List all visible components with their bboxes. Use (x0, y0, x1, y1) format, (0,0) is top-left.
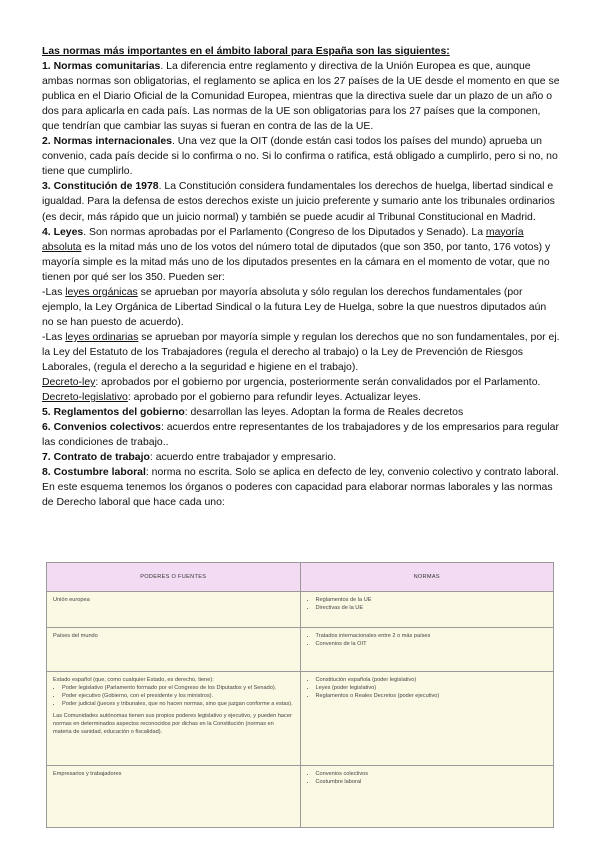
row-right: • Constitución española (poder legislativo) • Leyes (poder legislativo) • Reglamentos o Reales Decretos (poder ejecutivo) (300, 672, 554, 766)
header-normas: NORMAS (300, 563, 554, 592)
row-left: Países del mundo (47, 628, 301, 672)
row-left: Estado español (que, como cualquier Estado, es derecho, tiene): • Poder legislativo (Parlamento formado por el Congreso de los Diputados y el Senado). • Poder ejecutivo (Gobierno, con el presidente y los ministros). • Poder judicial (jueces y tribunales, que no hacen normas, sino que juzgan conforme a estas). Las Comunidades autónomas tienen sus propios poderes legislativo y ejecutivo, y pueden hacer normas en determinados aspectos reconocidos por dichas en la Constitución (normas en materia de sanidad, educación o fiscalidad). (47, 672, 301, 766)
table-row (47, 672, 554, 766)
row-right: • Tratados internacionales entre 2 o más países • Convenios de la OIT (300, 628, 554, 672)
item-leyes: 4. Leyes. Son normas aprobadas por el Parlamento (Congreso de los Diputados y Senado). La mayoría absoluta es la mitad más uno de los votos del número total de diputados (que son 350, por tanto, 176 votos) y mayoría simple es la mitad más uno de los diputados presentes en la cámara en el momento de votar, que no tienen por qué ser los 350. Pueden ser: (42, 226, 551, 283)
item-constitucion: 3. Constitución de 1978. La Constitución considera fundamentales los derechos de huelga, libertad sindical e igualdad. Para la defensa de estos derechos existe un juicio preferente y sumario ante los tribunales ordinarios (es decir, más rápido que un juicio normal) y también se puede acudir al Tribunal Constitucional en Madrid. (42, 181, 555, 223)
leyes-organicas: -Las leyes orgánicas se aprueban por mayoría absoluta y sólo regulan los derechos fundamentales (por ejemplo, la Ley Orgánica de Libertad Sindical o la futura Ley de Huelga, sobre la que nuestros diputados aún no se han puesto de acuerdo). (42, 286, 547, 328)
item-normas-comunitarias: 1. Normas comunitarias. La diferencia entre reglamento y directiva de la Unión Europea es que, aunque ambas normas son obligatorias, el reglamento se aplica en los 27 países de la UE desde el momento en que se publica en el Diario Oficial de la Comunidad Europea, mientras que la directiva suele dar un plazo de un año o dos para aplicarla en cada país. Las normas de la UE son obligatorias para los 27 países que la componen, que tendrían que cambiar las suyas si fueran en contra de las de la UE. (42, 61, 560, 133)
item-contrato: 7. Contrato de trabajo: acuerdo entre trabajador y empresario. (42, 452, 337, 464)
item-reglamentos: 5. Reglamentos del gobierno: desarrollan las leyes. Adoptan la forma de Reales decretos (42, 407, 464, 419)
item-convenios: 6. Convenios colectivos: acuerdos entre representantes de los trabajadores y de los empresarios para regular las condiciones de trabajo.. (42, 422, 559, 449)
decreto-ley: Decreto-ley: aprobados por el gobierno por urgencia, posteriormente serán convalidados por el Parlamento. (42, 377, 541, 389)
table-header (47, 563, 554, 592)
table-row (47, 766, 554, 828)
item-costumbre: 8. Costumbre laboral: norma no escrita. Solo se aplica en defecto de ley, convenio colectivo y contrato laboral. (42, 467, 559, 479)
leyes-ordinarias: -Las leyes ordinarias se aprueban por mayoría simple y regulan los derechos que no son fundamentales, por ej. la Ley del Estatuto de los Trabajadores (regula el derecho al trabajo) o la Ley de Prevención de Riesgos Laborales, (regula el derecho a la seguridad e higiene en el trabajo). (42, 331, 560, 373)
row-right: • Reglamentos de la UE • Directivas de la UE (300, 592, 554, 628)
row-right: • Convenios colectivos • Costumbre laboral (300, 766, 554, 828)
scheme-intro: En este esquema tenemos los órganos o poderes con capacidad para elaborar normas laborales y las normas de Derecho laboral que hace cada uno: (42, 482, 553, 509)
table-row (47, 592, 554, 628)
scheme-table (46, 562, 554, 828)
row-left: Empresarios y trabajadores (47, 766, 301, 828)
row-left: Unión europea (47, 592, 301, 628)
table-row (47, 628, 554, 672)
decreto-legislativo: Decreto-legislativo: aprobado por el gobierno para refundir leyes. Actualizar leyes. (42, 392, 421, 404)
document-page (42, 44, 560, 510)
header-poderes: PODERES O FUENTES (47, 563, 301, 592)
item-normas-internacionales: 2. Normas internacionales. Una vez que la OIT (donde están casi todos los países del mundo) aprueba un convenio, cada país decide si lo confirma o no. Si lo confirma o ratifica, está obligado a cumplirlo, pero si no, no tiene que cumplirlo. (42, 136, 558, 178)
document-title: Las normas más importantes en el ámbito laboral para España son las siguientes: (42, 46, 450, 57)
